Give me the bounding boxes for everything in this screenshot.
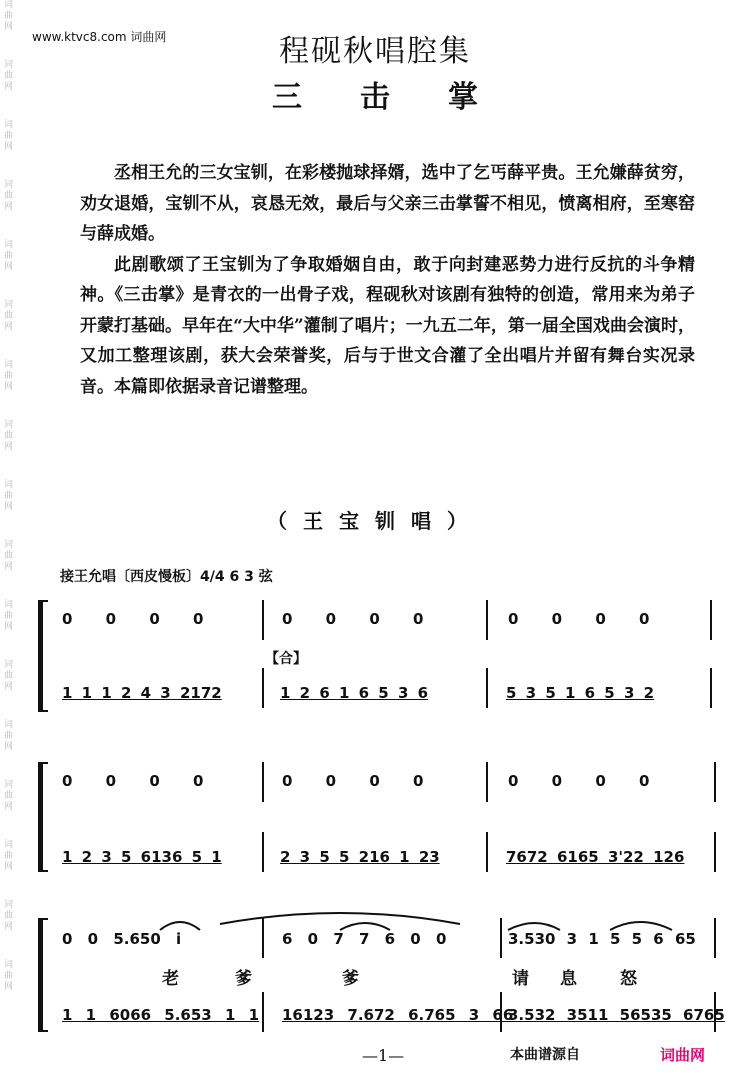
he-mark: 【合】 <box>265 651 307 667</box>
lyric-char: 怒 <box>620 969 637 989</box>
accompaniment-line <box>0 684 750 706</box>
tempo-cue: 接王允唱〔西皮慢板〕4/4 6 3 弦 <box>60 569 273 585</box>
bracket-cap <box>38 870 48 872</box>
measure: 0 0 0 0 <box>282 772 424 790</box>
watermark-text: 词 曲 网 <box>4 60 14 92</box>
watermark-text: 词 曲 网 <box>4 420 14 452</box>
measure: 0 0 0 0 <box>508 772 650 790</box>
watermark-text: 词 曲 网 <box>4 480 14 512</box>
watermark-text: 词 曲 网 <box>4 840 14 872</box>
bracket-cap <box>38 600 48 602</box>
watermark-text: 词 曲 网 <box>4 300 14 332</box>
bracket-cap <box>38 762 48 764</box>
watermark-text: 词 曲 网 <box>4 120 14 152</box>
watermark-text: 词 曲 网 <box>4 720 14 752</box>
measure: 0 0 0 0 <box>282 610 424 628</box>
measure: 7672 6165 3'22 126 <box>506 848 685 866</box>
bracket-cap <box>38 710 48 712</box>
measure: 1 2 3 5 6136 5 1 <box>62 848 222 866</box>
lyric-char: 息 <box>560 969 577 989</box>
measure: 1 2 6 1 6 5 3 6 <box>280 684 429 702</box>
measure: 1 1 6066 5.653 1 1 <box>62 1006 260 1024</box>
piece-title: 三击掌 <box>272 80 536 115</box>
watermark-text: 词 曲 网 <box>4 660 14 692</box>
lyric-char: 请 <box>512 969 529 989</box>
measure: 0 0 5.650 i <box>62 930 182 948</box>
accompaniment-line <box>0 848 750 870</box>
measure: 0 0 0 0 <box>62 772 204 790</box>
watermark-text: 词 曲 网 <box>4 900 14 932</box>
lyric-char: 爹 <box>235 969 252 989</box>
voice-line <box>0 772 750 794</box>
brand-link[interactable]: 词曲网 <box>660 1046 706 1064</box>
measure: 2 3 5 5 216 1 23 <box>280 848 440 866</box>
accompaniment-line <box>0 1006 750 1028</box>
watermark-text: 词 曲 网 <box>4 780 14 812</box>
intro-text <box>80 158 695 402</box>
voice-line <box>0 610 750 632</box>
measure: 16123 7.672 6.765 3 66 <box>282 1006 514 1024</box>
watermark-text: 词 曲 网 <box>4 180 14 212</box>
singer-label: （王宝钏唱） <box>267 509 483 533</box>
measure: 0 0 0 0 <box>508 610 650 628</box>
page-number: —1— <box>362 1046 405 1065</box>
intro-paragraph-1: 丞相王允的三女宝钏，在彩楼抛球择婿，选中了乞丐薛平贵。王允嫌薛贫穷，劝女退婚，宝钏不从，哀恳无效，最后与父亲三击掌誓不相见，愤离相府，至寒窑与薛成婚。 <box>80 163 695 244</box>
watermark-text: 词 曲 网 <box>4 600 14 632</box>
measure: 6 0 7 7 6 0 0 <box>282 930 447 948</box>
watermark-text: 词 曲 网 <box>4 360 14 392</box>
measure: 1 1 1 2 4 3 2172 <box>62 684 222 702</box>
collection-title: 程砚秋唱腔集 <box>279 34 471 69</box>
source-note: 本曲谱源自 <box>510 1047 580 1063</box>
lyric-char: 老 <box>162 969 179 989</box>
bracket-cap <box>38 1030 48 1032</box>
lyric-char: 爹 <box>342 969 359 989</box>
measure: 3.532 3511 56535 6765 <box>508 1006 725 1024</box>
measure: 3.530 3 1 5 5 6 65 <box>508 930 696 948</box>
site-url[interactable]: www.ktvc8.com 词曲网 <box>32 30 167 44</box>
watermark-text: 词 曲 网 <box>4 960 14 992</box>
watermark-text: 词 曲 网 <box>4 240 14 272</box>
watermark-text: 词 曲 网 <box>4 0 14 32</box>
watermark-text: 词 曲 网 <box>4 540 14 572</box>
measure: 0 0 0 0 <box>62 610 204 628</box>
measure: 5 3 5 1 6 5 3 2 <box>506 684 655 702</box>
intro-paragraph-2: 此剧歌颂了王宝钏为了争取婚姻自由，敢于向封建恶势力进行反抗的斗争精神。《三击掌》是青衣的一出骨子戏，程砚秋对该剧有独特的创造，常用来为弟子开蒙打基础。早年在“大中华”灌制了唱片；一九五二年，第一届全国戏曲会演时，又加工整理该剧，获大会荣誉奖，后与于世文合灌了全出唱片并留有舞台实况录音。本篇即依据录音记谱整理。 <box>80 254 695 397</box>
voice-line <box>0 930 750 952</box>
